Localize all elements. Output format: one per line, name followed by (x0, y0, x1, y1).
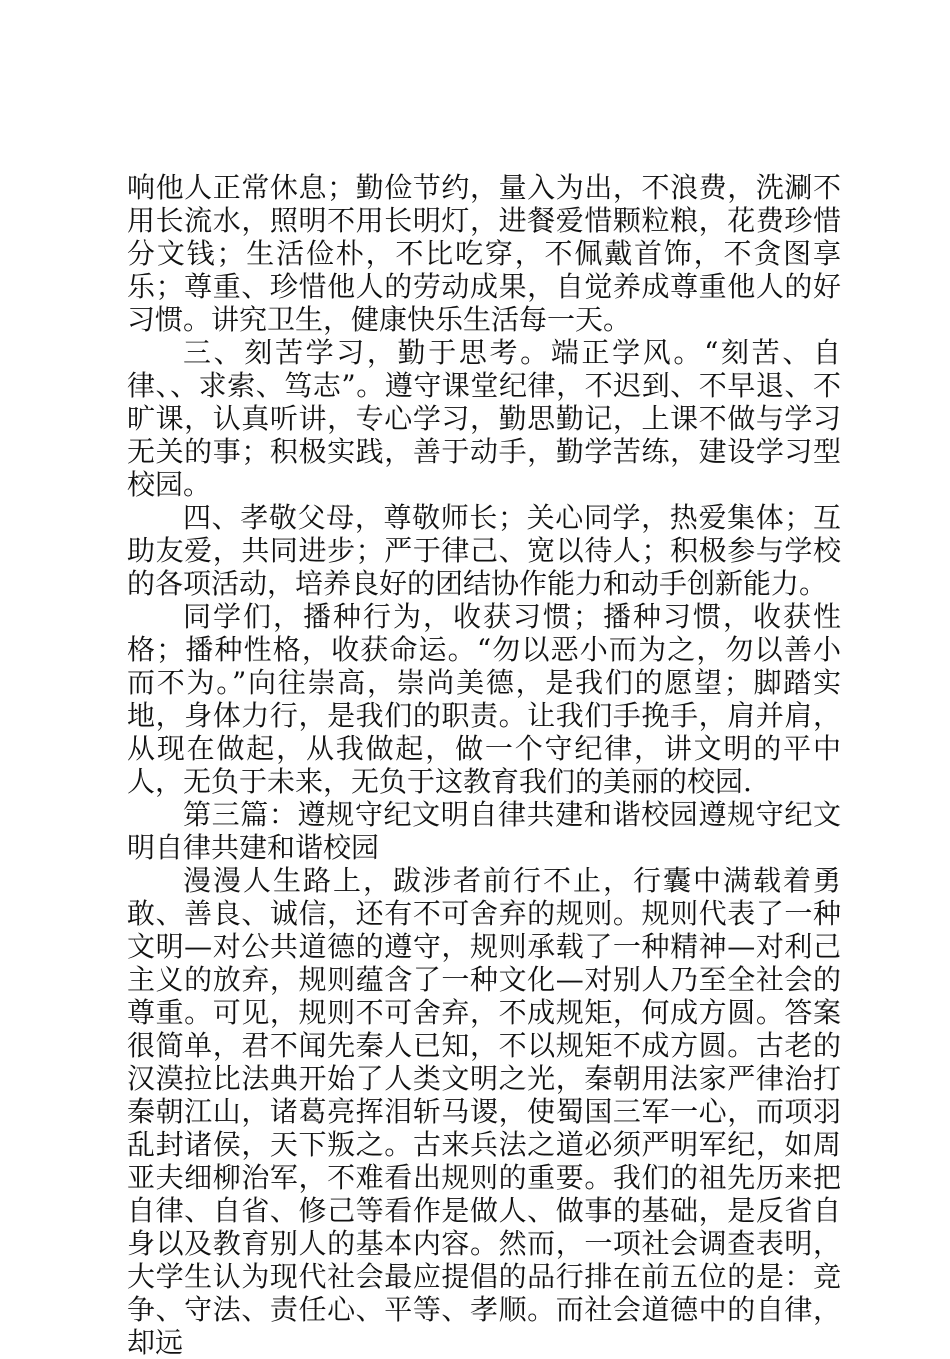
paragraph-4: 同学们，播种行为，收获习惯；播种习惯，收获性格；播种性格，收获命运。“勿以恶小而为之，勿以善小而不为。”向往崇高，崇尚美德，是我们的愿望；脚踏实地，身体力行，是我们的职责。让我们手挽手，肩并肩，从现在做起，从我做起，做一个守纪律，讲文明的平中人，无负于未来，无负于这教育我们的美丽的校园. (127, 600, 841, 798)
document-body (127, 171, 841, 1359)
paragraph-2: 三、刻苦学习，勤于思考。端正学风。“刻苦、自律、、求索、笃志”。遵守课堂纪律，不迟到、不早退、不旷课，认真听讲，专心学习，勤思勤记，上课不做与学习无关的事；积极实践，善于动手，勤学苦练，建设学习型校园。 (127, 336, 841, 501)
section-heading: 第三篇：遵规守纪文明自律共建和谐校园遵规守纪文明自律共建和谐校园 (127, 798, 841, 864)
paragraph-3: 四、孝敬父母，尊敬师长；关心同学，热爱集体；互助友爱，共同进步；严于律己、宽以待人；积极参与学校的各项活动，培养良好的团结协作能力和动手创新能力。 (127, 501, 841, 600)
paragraph-5: 漫漫人生路上，跋涉者前行不止，行囊中满载着勇敢、善良、诚信，还有不可舍弃的规则。规则代表了一种文明—对公共道德的遵守，规则承载了一种精神—对利己主义的放弃，规则蕴含了一种文化—对别人乃至全社会的尊重。可见，规则不可舍弃，不成规矩，何成方圆。答案很简单，君不闻先秦人已知，不以规矩不成方圆。古老的汉漠拉比法典开始了人类文明之光，秦朝用法家严律治打秦朝江山，诸葛亮挥泪斩马谡，使蜀国三军一心，而项羽乱封诸侯，天下叛之。古来兵法之道必须严明军纪，如周亚夫细柳治军，不难看出规则的重要。我们的祖先历来把自律、自省、修己等看作是做人、做事的基础，是反省自身以及教育别人的基本内容。然而，一项社会调查表明，大学生认为现代社会最应提倡的品行排在前五位的是：竞争、守法、责任心、平等、孝顺。而社会道德中的自律，却远 (127, 864, 841, 1359)
paragraph-1: 响他人正常休息；勤俭节约，量入为出，不浪费，洗涮不用长流水，照明不用长明灯，进餐爱惜颗粒粮，花费珍惜分文钱；生活俭朴，不比吃穿，不佩戴首饰，不贪图享乐；尊重、珍惜他人的劳动成果，自觉养成尊重他人的好习惯。讲究卫生，健康快乐生活每一天。 (127, 171, 841, 336)
